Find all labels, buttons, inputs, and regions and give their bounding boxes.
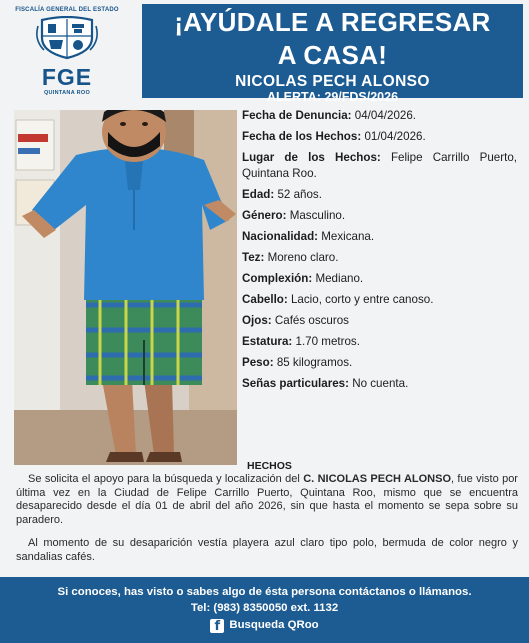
detail-value: Moreno claro. — [267, 250, 339, 264]
hechos-paragraph-2: Al momento de su desaparición vestía playera azul claro tipo polo, bermuda de color negro y sandalias cafés. — [16, 537, 518, 563]
detail-fecha-hechos — [242, 129, 517, 145]
title-banner — [142, 4, 523, 104]
hechos-p1-name: C. NICOLAS PECH ALONSO — [303, 473, 452, 485]
detail-value: 04/04/2026. — [354, 109, 417, 122]
detail-value: No cuenta. — [352, 376, 409, 390]
detail-label: Fecha de los Hechos: — [242, 130, 362, 143]
detail-cabello — [242, 292, 517, 308]
hechos-narrative — [16, 473, 518, 564]
hechos-paragraph-1 — [16, 473, 518, 527]
detail-value: 85 kilogramos. — [276, 355, 353, 369]
detail-value: Mexicana. — [321, 229, 375, 243]
detail-label: Género: — [242, 208, 287, 222]
hechos-heading: HECHOS — [247, 460, 292, 472]
detail-label: Estatura: — [242, 334, 293, 348]
facebook-icon: f — [210, 619, 224, 633]
detail-peso — [242, 355, 517, 371]
detail-complexion — [242, 271, 517, 287]
detail-nacionalidad — [242, 229, 517, 245]
facebook-contact — [0, 618, 529, 633]
detail-value: Lacio, corto y entre canoso. — [290, 292, 434, 306]
detail-label: Señas particulares: — [242, 376, 349, 390]
detail-label: Ojos: — [242, 313, 272, 327]
fge-logo — [12, 6, 122, 102]
call-to-action: Si conoces, has visto o sabes algo de ésta persona contáctanos o llámanos. — [57, 586, 472, 598]
detail-senas-particulares — [242, 376, 517, 392]
detail-label: Cabello: — [242, 292, 288, 306]
contact-footer — [0, 577, 529, 643]
phone-number: Tel: (983) 8350050 ext. 1132 — [190, 602, 339, 614]
detail-lugar-hechos — [242, 150, 517, 181]
banner-title-line2: A CASA! — [277, 40, 388, 70]
alert-number: ALERTA: 29/FDS/2026 — [266, 90, 399, 104]
detail-genero — [242, 208, 517, 224]
detail-tez — [242, 250, 517, 266]
detail-value: Mediano. — [315, 271, 364, 285]
logo-acronym: FGE — [41, 64, 93, 90]
detail-label: Peso: — [242, 355, 274, 369]
missing-person-photo — [14, 110, 237, 465]
logo-top-text: FISCALÍA GENERAL DEL ESTADO — [15, 7, 119, 13]
detail-label: Lugar de los Hechos: — [242, 151, 381, 164]
detail-value: Masculino. — [289, 208, 346, 222]
missing-person-name: NICOLAS PECH ALONSO — [235, 73, 430, 90]
detail-label: Fecha de Denuncia: — [242, 109, 352, 122]
hechos-p1-before: Se solicita el apoyo para la búsqueda y localización del — [28, 473, 304, 485]
shield-emblem-icon — [36, 16, 98, 65]
banner-title-line1: ¡AYÚDALE A REGRESAR — [174, 7, 491, 37]
detail-value: 01/04/2026. — [364, 130, 426, 143]
detail-ojos — [242, 313, 517, 329]
detail-label: Complexión: — [242, 271, 313, 285]
detail-edad — [242, 187, 517, 203]
detail-value: 1.70 metros. — [295, 334, 360, 348]
detail-value: 52 años. — [277, 187, 322, 201]
detail-estatura — [242, 334, 517, 350]
detail-value: Felipe Carrillo Puerto, Quintana Roo. — [242, 151, 517, 180]
detail-label: Edad: — [242, 187, 275, 201]
detail-label: Nacionalidad: — [242, 229, 319, 243]
facebook-page-name: Busqueda QRoo — [229, 619, 319, 631]
person-details — [242, 108, 517, 397]
hechos-p1-after: , fue visto por última vez en la Ciudad de Felipe Carrillo Puerto, Quintana Roo, mismo que se encuentra desaparecido desde el día 01 de abril del año 2026, sin que hasta el momento se sepa sobre su paradero. — [16, 473, 518, 526]
detail-label: Tez: — [242, 250, 265, 264]
detail-fecha-denuncia — [242, 108, 517, 124]
logo-bottom-text: QUINTANA ROO — [43, 90, 91, 96]
detail-value: Cafés oscuros — [274, 313, 349, 327]
